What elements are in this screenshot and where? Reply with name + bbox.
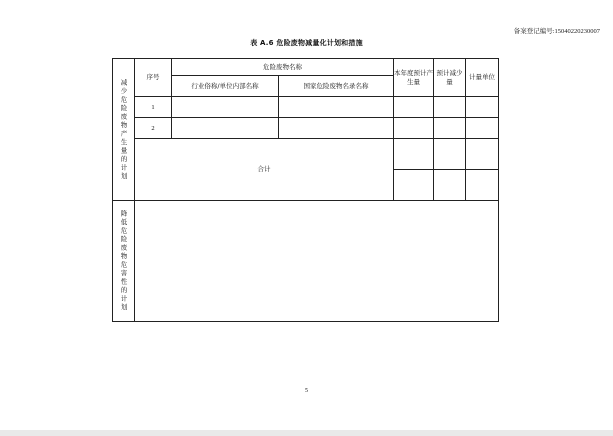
cell-annual-output xyxy=(394,118,434,139)
cell-expected-reduction xyxy=(434,118,466,139)
header-waste-name: 危险废物名称 xyxy=(172,59,394,76)
total-annual-output-2 xyxy=(394,170,434,201)
cell-industry-name xyxy=(172,97,279,118)
side-label-reduce-plan: 减少危险废物产生量的计划 xyxy=(113,59,135,201)
header-unit: 计量单位 xyxy=(466,59,499,97)
total-unit-2 xyxy=(466,170,499,201)
total-expected-reduction xyxy=(434,139,466,170)
cell-expected-reduction xyxy=(434,97,466,118)
table-title: 表 A.6 危险废物减量化计划和措施 xyxy=(250,39,363,47)
header-serial: 序号 xyxy=(135,59,172,97)
cell-annual-output xyxy=(394,97,434,118)
bottom-rule xyxy=(0,430,613,436)
cell-unit xyxy=(466,118,499,139)
total-expected-reduction-2 xyxy=(434,170,466,201)
page-number: 5 xyxy=(305,388,308,394)
total-unit xyxy=(466,139,499,170)
header-expected-reduction: 预计减少量 xyxy=(434,59,466,97)
cell-national-name xyxy=(279,118,394,139)
total-annual-output xyxy=(394,139,434,170)
row-serial: 1 xyxy=(135,97,172,118)
side-label-lower-hazard-plan: 降低危险废物危害性的计划 xyxy=(113,201,135,322)
row-serial: 2 xyxy=(135,118,172,139)
header-annual-output: 本年度预计产生量 xyxy=(394,59,434,97)
total-label: 合计 xyxy=(135,139,394,201)
waste-reduction-table xyxy=(112,58,499,322)
cell-unit xyxy=(466,97,499,118)
table-row xyxy=(113,118,499,139)
cell-industry-name xyxy=(172,118,279,139)
header-national-name: 国家危险废物名录名称 xyxy=(279,76,394,97)
lower-hazard-plan-content xyxy=(135,201,499,322)
record-number: 备案登记编号:15040220230007 xyxy=(513,28,600,35)
cell-national-name xyxy=(279,97,394,118)
header-industry-name: 行业俗称/单位内部名称 xyxy=(172,76,279,97)
table-row xyxy=(113,97,499,118)
